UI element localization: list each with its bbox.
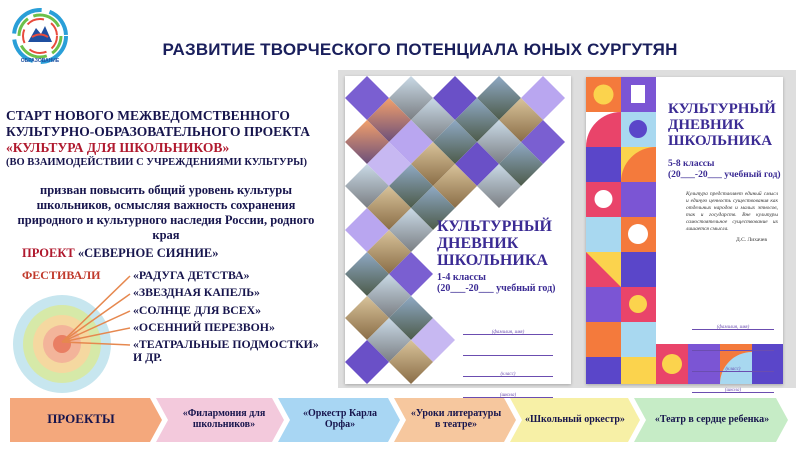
- festival-connectors: [60, 270, 140, 350]
- festivals-label: ФЕСТИВАЛИ: [22, 268, 101, 282]
- cover-1-year: (20___-20___ учебный год): [437, 283, 556, 294]
- projects-arrow-bar: [10, 396, 790, 446]
- arrow-label-orff-orchestra: «Оркестр Карла Орфа»: [303, 408, 377, 430]
- cover-1-title: КУЛЬТУРНЫЙ ДНЕВНИК ШКОЛЬНИКА: [437, 218, 552, 269]
- cover-2-quote: Культура представляет единый смысл и единую ценность существования как отдельных народов и малых этносов, так и государств. Вне культуры самостоятельное существование их лишается смысла.: [686, 191, 778, 232]
- diary-cover-5-8: [586, 77, 783, 393]
- cover-2-quote-author: Д.С. Лихачев: [736, 237, 767, 243]
- festival-list: [133, 267, 338, 367]
- festival-item: «ТЕАТРАЛЬНЫЕ ПОДМОСТКИ»: [133, 337, 319, 352]
- project-line: [22, 246, 219, 261]
- field-line: (класс): [692, 357, 774, 372]
- festival-item: «РАДУГА ДЕТСТВА»: [133, 268, 250, 282]
- cover-2-year: (20___-20___ учебный год): [668, 170, 781, 180]
- festival-item: «ОСЕННИЙ ПЕРЕЗВОН»: [133, 319, 275, 334]
- field-line: (класс): [463, 362, 553, 377]
- arrow-label-theatre-heart: «Театр в сердце ребенка»: [654, 413, 770, 425]
- intro-line-2: КУЛЬТУРНО-ОБРАЗОВАТЕЛЬНОГО ПРОЕКТА: [6, 124, 310, 139]
- page-title: РАЗВИТИЕ ТВОРЧЕСКОГО ПОТЕНЦИАЛА ЮНЫХ СУРГУТЯН: [162, 40, 678, 59]
- logo: [8, 6, 72, 70]
- field-line: [692, 336, 774, 351]
- festival-item: И ДР.: [133, 350, 162, 365]
- intro-block: [6, 108, 346, 169]
- cover-2-fields: [692, 315, 774, 393]
- cover-1-fields: [463, 320, 553, 398]
- festival-item: «СОЛНЦЕ ДЛЯ ВСЕХ»: [133, 302, 262, 317]
- field-line: (школа): [692, 378, 774, 393]
- project-name: «СЕВЕРНОЕ СИЯНИЕ»: [77, 246, 219, 260]
- cover-1-grade: 1-4 классы: [437, 272, 486, 283]
- intro-project-name: «КУЛЬТУРА ДЛЯ ШКОЛЬНИКОВ»: [6, 140, 230, 155]
- arrow-label-literature-theatre: «Уроки литературы в театре»: [410, 408, 502, 430]
- field-line: (фамилия, имя): [692, 315, 774, 330]
- intro-note: (ВО ВЗАИМОДЕЙСТВИИ С УЧРЕЖДЕНИЯМИ КУЛЬТУРЫ): [6, 157, 307, 168]
- field-line: (школа): [463, 383, 553, 398]
- project-label: ПРОЕКТ: [22, 246, 75, 260]
- arrow-label-philharmonic: «Филармония для школьников»: [182, 408, 266, 430]
- field-line: [463, 341, 553, 356]
- arrow-label-school-orchestra: «Школьный оркестр»: [525, 413, 625, 425]
- geometric-pattern: [586, 77, 656, 384]
- field-line: (фамилия, имя): [463, 320, 553, 335]
- festival-item: «ЗВЕЗДНАЯ КАПЕЛЬ»: [133, 285, 260, 300]
- arrow-label-projects: ПРОЕКТЫ: [47, 411, 115, 426]
- cover-2-grade: 5-8 классы: [668, 159, 715, 169]
- logo-text: ОБРАЗОВАНИЕ: [20, 58, 60, 64]
- intro-line-1: СТАРТ НОВОГО МЕЖВЕДОМСТВЕННОГО: [6, 108, 290, 123]
- mission-text: призван повысить общий уровень культуры школьников, осмысляя важность сохранения природного и культурного наследия России, родного края: [17, 183, 315, 242]
- diary-cover-1-4: [345, 76, 571, 398]
- cover-2-title: КУЛЬТУРНЫЙ ДНЕВНИК ШКОЛЬНИКА: [668, 101, 776, 149]
